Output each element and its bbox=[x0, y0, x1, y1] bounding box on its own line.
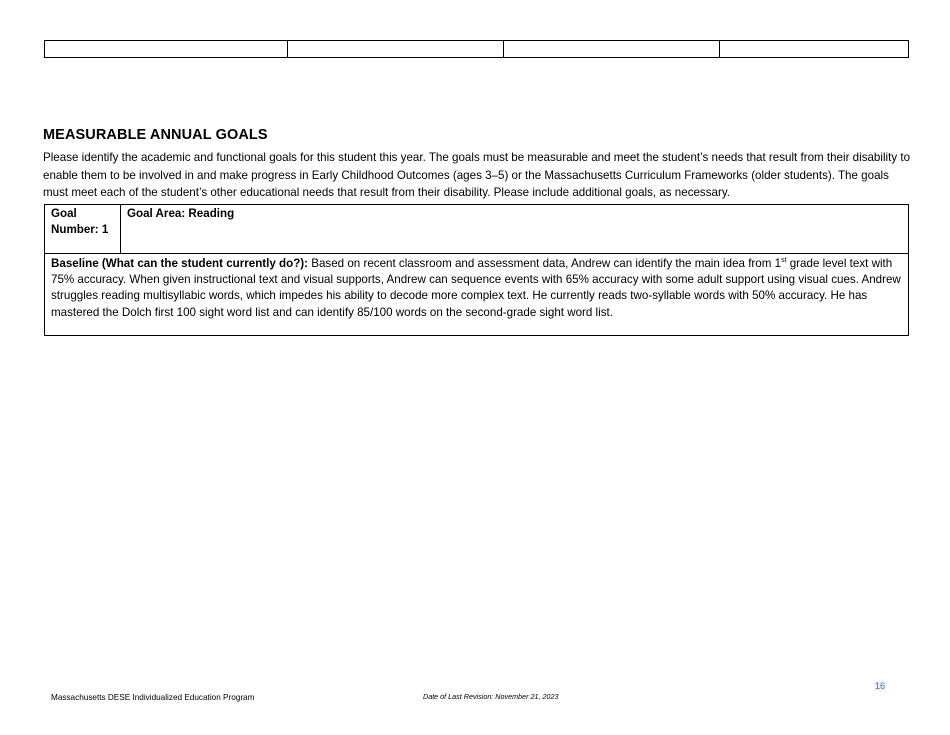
page-number: 16 bbox=[875, 681, 886, 691]
section-intro: Please identify the academic and functional goals for this student this year. The goals must be measurable and meet the student’s needs that result from their disability to enable them to be involved in and make progress in Early Childhood Outcomes (ages 3–5) or the Massachusetts Curriculum Frameworks (older students). The goals must meet each of the student’s other educational needs that result from their disability. Please include additional goals, as necessary. bbox=[43, 151, 911, 199]
goal-number-label: Goal bbox=[51, 207, 77, 220]
baseline-cell bbox=[45, 254, 909, 336]
previous-table-row bbox=[44, 40, 909, 58]
footer-revision-date: Date of Last Revision: November 21, 2023 bbox=[423, 692, 559, 701]
baseline-label: Baseline (What can the student currently do?): bbox=[51, 257, 309, 270]
baseline-superscript: st bbox=[781, 257, 787, 265]
table-cell bbox=[45, 41, 288, 58]
goal-area-cell bbox=[121, 205, 909, 254]
baseline-text-continued: grade level text with 75% accuracy. When given instructional text and visual supports, Andrew can sequence events with 65% accuracy with some adult support using visual cues. Andrew struggles reading multisyllabic words, which impedes his ability to decode more complex text. He currently reads two-syllable words with 50% accuracy. He has mastered the Dolch first 100 sight word list and can identify 85/100 words on the second-grade sight word list. bbox=[51, 257, 901, 319]
baseline-text: Based on recent classroom and assessment data, Andrew can identify the main idea from 1 bbox=[308, 257, 782, 270]
table-cell bbox=[720, 41, 909, 58]
goal-table bbox=[44, 204, 909, 336]
section-title: MEASURABLE ANNUAL GOALS bbox=[43, 127, 268, 143]
footer-program-name: Massachusetts DESE Individualized Education Program bbox=[51, 693, 255, 702]
table-cell bbox=[288, 41, 504, 58]
table-cell bbox=[504, 41, 720, 58]
goal-number-value: Number: 1 bbox=[51, 223, 109, 236]
goal-number-cell bbox=[45, 205, 121, 254]
goal-area-label: Goal Area: Reading bbox=[127, 207, 235, 220]
